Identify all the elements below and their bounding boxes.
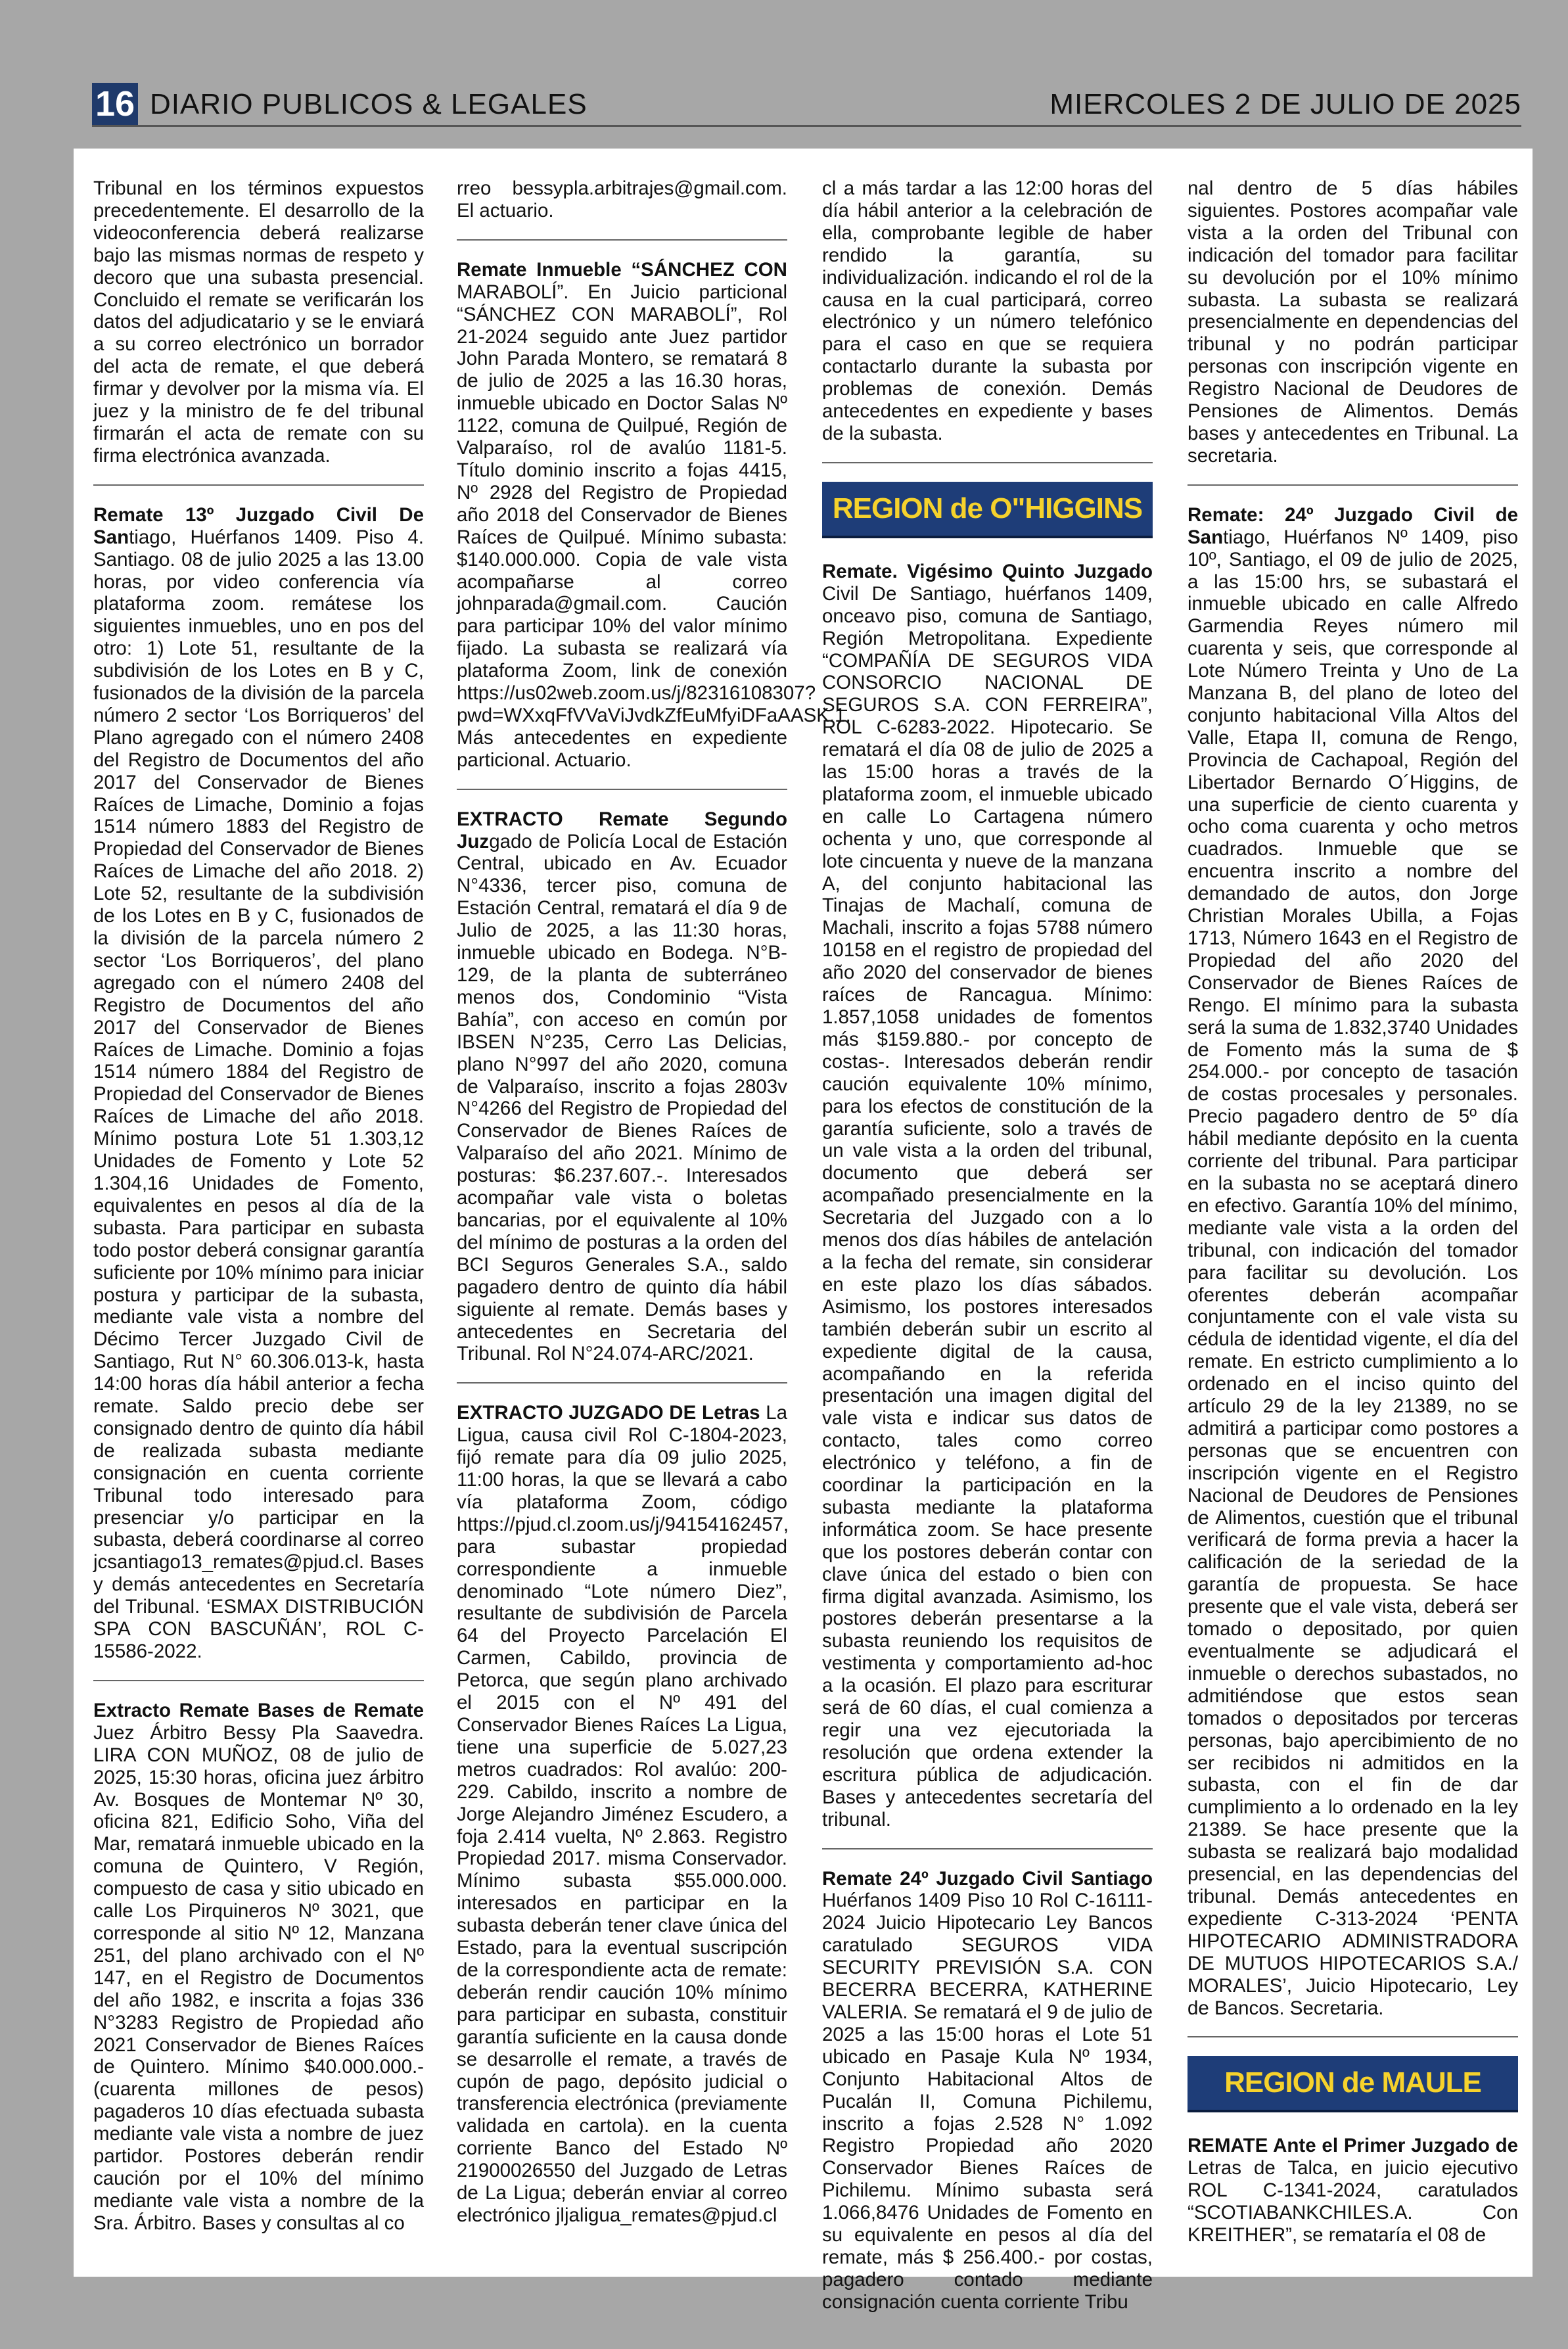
notice-heading: EXTRACTO Remate Segundo Juz	[457, 808, 787, 852]
notice	[457, 808, 787, 1384]
column-2	[457, 177, 851, 2262]
notice-heading: Remate. Vigésimo Quinto Juzgado	[822, 560, 1153, 582]
column-1	[93, 177, 424, 2270]
notice-body: tiago, Huérfanos Nº 1409, piso 10º, Santiago, el 09 de julio de 2025, a las 15:00 hrs, se subastará el inmueble ubicado en calle Alfredo Garmendia Reyes número mil cuarenta y seis, que corresponde al Lote Número Treinta y Uno de La Manzana B, del plano de loteo del conjunto habitacional Villa Altos del Valle, Etapa II, comuna de Rengo, Provincia de Cachapoal, Región del Libertador Bernardo O´Higgins, de una superficie de ciento cuarenta y ocho coma cuarenta y ocho metros cuadrados. Inmueble que se encuentra inscrito a nombre del demandado de autos, don Jorge Christian Morales Ubilla, a Fojas 1713, Número 1643 en el Registro de Propiedad del año 2020 del Conservador de Bienes Raíces de Rengo. El mínimo para la subasta será la suma de 1.832,3740 Unidades de Fomento más la suma de $ 254.000.- por concepto de tasación de costas procesales y personales. Precio pagadero dentro de 5º día hábil mediante depósito en la cuenta corriente del tribunal. Para participar en la subasta no se aceptará dinero en efectivo. Garantía 10% del mínimo, mediante vale vista a la orden del tribunal, con indicación del tomador para facilitar su devolución. Los oferentes deberán acompañar conjuntamente con el vale vista su cédula de identidad vigente, el día del remate. En estricto cumplimiento a lo ordenado en el inciso quinto del artículo 29 de la ley 21389, no se admitirá a participar como postores a personas que se encuentren con inscripción vigente en el Registro Nacional de Deudores de Pensiones de Alimentos, cuestión que el tribunal verificará de forma previa a hacer la calificación de la seriedad de la garantía de propuesta. Se hace presente que el vale vista, deberá ser tomado o depositado, por quien eventualmente se adjudicará el inmueble o derechos subastados, no admitiéndose que estos sean tomados o depositados por terceras personas, bajo apercibimiento de no ser recibidos ni admitidos en la subasta, con el fin de dar cumplimiento a lo ordenado en la ley 21389. Se hace presente que la subasta se realizará bajo modalidad presencial, en las dependencias del tribunal. Demás antecedentes en expediente C-313-2024 ‘PENTA HIPOTECARIO ADMINISTRADORA DE MUTUOS HIPOTECARIOS S.A./ MORALES’, Juicio Hipotecario, Ley de Bancos. Secretaria.	[1188, 526, 1518, 2019]
notice-heading: EXTRACTO JUZGADO DE Letras	[457, 1402, 760, 1424]
notice-body: rreo bessypla.arbitrajes@gmail.com. El actuario.	[457, 177, 787, 221]
classifieds-sheet	[74, 149, 1533, 2313]
notice	[822, 1868, 1153, 2331]
publication-date: MIERCOLES 2 DE JULIO DE 2025	[1049, 88, 1521, 120]
region-banner-maule: REGION de MAULE	[1188, 2056, 1518, 2112]
notice	[1188, 177, 1518, 486]
notice-body: Civil De Santiago, huérfanos 1409, onceavo piso, comuna de Santiago, Región Metropolitana. Expediente “COMPAÑÍA DE SEGUROS VIDA CONSORCIO NACIONAL DE SEGUROS S.A. CON FERREIRA”, ROL C-6283-2022. Hipotecario. Se rematará el día 08 de julio de 2025 a las 15:00 horas a través de la plataforma zoom, el inmueble ubicado en calle Lo Cartagena número ochenta y uno, que corresponde al lote cincuenta y nueve de la manzana A, del conjunto habitacional las Tinajas de Machalí, comuna de Machali, inscrito a fojas 5788 número 10158 en el registro de propiedad del año 2020 del conservador de bienes raíces de Rancagua. Mínimo: 1.857,1058 unidades de fomentos más $159.880.- por concepto de costas-. Interesados deberán rendir caución equivalente 10% mínimo, para los efectos de constitución de la garantía suficiente, solo a través de un vale vista a la orden del tribunal, documento que deberá ser acompañado presencialmente en la Secretaria del Juzgado con a lo menos dos días hábiles de antelación a la fecha del remate, sin considerar en este plazo los días sábados. Asimismo, los postores interesados también deberán subir un escrito al expediente digital de la causa, acompañando en la referida presentación una imagen digital del vale vista e indicar sus datos de contacto, tales como correo electrónico y teléfono, a fin de coordinar la participación en la subasta mediante la plataforma informática zoom. Se hace presente que los postores deberán contar con clave única del estado o bien con firma digital avanzada. Asimismo, los postores deberán presentarse a la subasta reuniendo los requisitos de vestimenta y comportamiento ad-hoc a la ocasión. El plazo para escriturar será de 60 días, el cual comienza a regir una vez ejecutoriada la resolución que ordena extender la escritura pública de adjudicación. Bases y antecedentes secretaría del tribunal.	[822, 582, 1153, 1830]
notice	[457, 1402, 787, 2244]
notice	[93, 504, 424, 1681]
notice-heading: REMATE Ante el Primer Juzgado de	[1188, 2135, 1518, 2157]
page-number: 16	[92, 83, 138, 125]
notice	[822, 561, 1153, 1849]
notice-body: La Ligua, causa civil Rol C-1804-2023, fijó remate para día 09 julio 2025, 11:00 horas, la que se llevará a cabo vía plataforma Zoom, código https://pjud.cl.zoom.us/j/94154162457, para subastar propiedad correspondiente a inmueble denominado “Lote número Diez”, resultante de subdivisión de Parcela 64 del Proyecto Parcelación El Carmen, Cabildo, provincia de Petorca, que según plano archivado el 2015 con el Nº 491 del Conservador Bienes Raíces La Ligua, tiene una superficie de 5.027,23 metros cuadrados: Rol avalúo: 200-229. Cabildo, inscrito a nombre de Jorge Alejandro Jiménez Escudero, a foja 2.414 vuelta, Nº 2.863. Registro Propiedad 2017. misma Conservador. Mínimo subasta $55.000.000. interesados en participar en la subasta deberán tener clave única del Estado, para la eventual suscripción de la correspondiente acta de remate: deberán rendir caución 10% mínimo para participar en subasta, constituir garantía suficiente en la causa donde se desarrolle el remate, a través de cupón de pago, depósito judicial o transferencia electrónica (previamente validada en cartola). en la cuenta corriente Banco del Estado Nº 21900026550 del Juzgado de Letras de La Ligua; deberán enviar al correo electrónico jljaligua_remates@pjud.cl	[457, 1402, 789, 2226]
notice	[93, 1700, 424, 2252]
notice	[1188, 2135, 1518, 2264]
notice-body: tiago, Huérfanos 1409. Piso 4. Santiago. 08 de julio 2025 a las 13.00 horas, por video conferencia vía plataforma zoom. remátese los siguientes inmuebles, uno en pos del otro: 1) Lote 51, resultante de la subdivisión de los Lotes en B y C, fusionados de la división de la parcela número 2 sector ‘Los Borriqueros’ del Plano agregado con el número 2408 del Registro de Documentos del año 2017 del Conservador de Bienes Raíces de Limache, Dominio a fojas 1514 número 1883 del Registro de Propiedad del Conservador de Bienes Raíces de Limache del año 2018. 2) Lote 52, resultante de la subdivisión de los Lotes en B y C, fusionados de la división de la parcela número 2 sector ‘Los Borriqueros’, del plano agregado con el número 2408 del Registro de Documentos del año 2017 del Conservador de Bienes Raíces de Limache. Dominio a fojas 1514 número 1884 del Registro de Propiedad del Conservador de Bienes Raíces de Limache del año 2018. Mínimo postura Lote 51 1.303,12 Unidades de Fomento y Lote 52 1.304,16 Unidades de Fomento, equivalentes en pesos al día de la subasta. Para participar en subasta todo postor deberá consignar garantía suficiente por 10% mínimo para iniciar postura y participar de la subasta, mediante vale vista a nombre del Décimo Tercer Juzgado Civil de Santiago, Rut N° 60.306.013-k, hasta 14:00 horas día hábil anterior a fecha remate. Saldo precio debe ser consignado dentro de quinto día hábil de realizada subasta mediante consignación en cuenta corriente Tribunal todo interesado para presenciar y/o participar en la subasta, deberá coordinarse al correo jcsantiago13_remates@pjud.cl. Bases y demás antecedentes en Secretaría del Tribunal. ‘ESMAX DISTRIBUCIÓN SPA CON BASCUÑÁN’, ROL C-15586-2022.	[93, 526, 424, 1662]
notice	[457, 177, 787, 241]
notice-body: nal dentro de 5 días hábiles siguientes. Postores acompañar vale vista a la orden del Tribunal con indicación del tomador para facilitar su devolución por el 10% mínimo subasta. La subasta se realizará presencialmente en dependencias del tribunal y no podrán participar personas con inscripción vigente en Registro Nacional de Deudores de Pensiones de Alimentos. Demás bases y antecedentes en Tribunal. La secretaria.	[1188, 177, 1518, 467]
page-header	[92, 83, 1521, 127]
notice	[457, 258, 851, 790]
notice-heading: Remate Inmueble “SÁNCHEZ CON	[457, 258, 787, 281]
column-4	[1188, 177, 1518, 2282]
notice	[93, 177, 424, 486]
notice	[822, 177, 1153, 463]
column-3	[822, 177, 1153, 2349]
notice-body: Huérfanos 1409 Piso 10 Rol C-16111-2024 Juicio Hipotecario Ley Bancos caratulado SEGUROS VIDA SECURITY PREVISIÓN S.A. CON BECERRA BECERRA, KATHERINE VALERIA. Se rematará el 9 de julio de 2025 a las 15:00 horas el Lote 51 ubicado en Pasaje Kula Nº 1934, Conjunto Habitacional Altos de Pucalán II, Comuna Pichilemu, inscrito a fojas 2.528 N° 1.092 Registro Propiedad año 2020 Conservador Bienes Raíces de Pichilemu. Mínimo subasta será 1.066,8476 Unidades de Fomento en su equivalente en pesos al día del remate, más $ 256.400.- por costas, pagadero contado mediante consignación cuenta corriente Tribu	[822, 1890, 1153, 2313]
notice-heading: Extracto Remate Bases de Remate	[93, 1699, 424, 1721]
notice-heading: Remate 24º Juzgado Civil Santiago	[822, 1867, 1153, 1890]
region-banner-ohiggins: REGION de O"HIGGINS	[822, 482, 1153, 538]
notice-body: Tribunal en los términos expuestos precedentemente. El desarrollo de la videoconferencia deberá realizarse bajo las mismas normas de respeto y decoro que una subasta presencial. Concluido el remate se verificarán los datos del adjudicatario y se le enviará a su correo electrónico un borrador del acta de remate, el que deberá firmar y devolver por la misma vía. El juez y la ministro de fe del tribunal firmarán el acta de remate con su firma electrónica avanzada.	[93, 177, 424, 467]
notice-body: Juez Árbitro Bessy Pla Saavedra. LIRA CON MUÑOZ, 08 de julio de 2025, 15:30 horas, oficina juez árbitro Av. Bosques de Montemar Nº 30, oficina 821, Edificio Soho, Viña del Mar, rematará inmueble ubicado en la comuna de Quintero, V Región, compuesto de casa y sitio ubicado en calle Los Pirquineros Nº 3021, que corresponde al sitio Nº 12, Manzana 251, del plano archivado con el Nº 147, en el Registro de Documentos del año 1982, e inscrita a fojas 336 N°3283 Registro de Propiedad año 2021 Conservador de Bienes Raíces de Quintero. Mínimo $40.000.000.- (cuarenta millones de pesos) pagaderos 10 días efectuada subasta mediante vale vista a nombre de juez partidor. Postores deberán rendir caución por el 10% del mínimo mediante vale vista a nombre de la Sra. Árbitro. Bases y consultas al co	[93, 1721, 424, 2234]
publication-title: DIARIO PUBLICOS & LEGALES	[150, 88, 588, 120]
notice-body: Letras de Talca, en juicio ejecutivo ROL C-1341-2024, caratulados “SCOTIABANKCHILES.A. Con KREITHER”, se remataría el 08 de	[1188, 2157, 1518, 2246]
notice-body: gado de Policía Local de Estación Central, ubicado en Av. Ecuador N°4336, tercer piso, comuna de Estación Central, rematará el día 9 de Julio de 2025, a las 11:30 horas, inmueble ubicado en Bodega. N°B-129, de la planta de subterráneo menos dos, Condominio “Vista Bahía”, con acceso en común por IBSEN N°235, Cerro Las Delicias, plano N°997 del año 2020, comuna de Valparaíso, inscrito a fojas 2803v N°4266 del Registro de Propiedad del Conservador de Bienes Raíces de Valparaíso del año 2021. Mínimo de posturas: $6.237.607.-. Interesados acompañar vale vista o boletas bancarias, por el equivalente al 10% del mínimo de posturas a la orden del BCI Seguros Generales S.A., saldo pagadero dentro de quinto día hábil siguiente al remate. Demás bases y antecedentes en Secretaria del Tribunal. Rol N°24.074-ARC/2021.	[457, 830, 787, 1365]
notice-body: cl a más tardar a las 12:00 horas del día hábil anterior a la celebración de ella, comprobante legible de haber rendido la garantía, su individualización. indicando el rol de la causa en la cual participará, correo electrónico y un número telefónico para el caso en que se requiera contactarlo durante la subasta por problemas de conexión. Demás antecedentes en expediente y bases de la subasta.	[822, 177, 1153, 444]
notice-heading: Remate 13º Juzgado Civil De San	[93, 503, 424, 548]
notice	[1188, 504, 1518, 2038]
notice-heading: Remate: 24º Juzgado Civil de San	[1188, 503, 1518, 548]
notice-body: MARABOLÍ”. En Juicio particional “SÁNCHEZ CON MARABOLÍ”, Rol 21-2024 seguido ante Juez partidor John Parada Montero, se rematará 8 de julio de 2025 a las 16.30 horas, inmueble ubicado en Doctor Salas Nº 1122, comuna de Quilpué, Región de Valparaíso, rol de avalúo 1181-5. Título dominio inscrito a fojas 4415, Nº 2928 del Registro de Propiedad año 2018 del Conservador de Bienes Raíces de Quilpué. Mínimo subasta: $140.000.000. Copia de vale vista acompañarse al correo johnparada@gmail.com. Caución para participar 10% del valor mínimo fijado. La subasta se realizará vía plataforma Zoom, link de conexión https://us02web.zoom.us/j/82316108307?pwd=WXxqFfVVaViJvdkZfEuMfyiDFaAASK.1. Más antecedentes en expediente particional. Actuario.	[457, 281, 851, 771]
